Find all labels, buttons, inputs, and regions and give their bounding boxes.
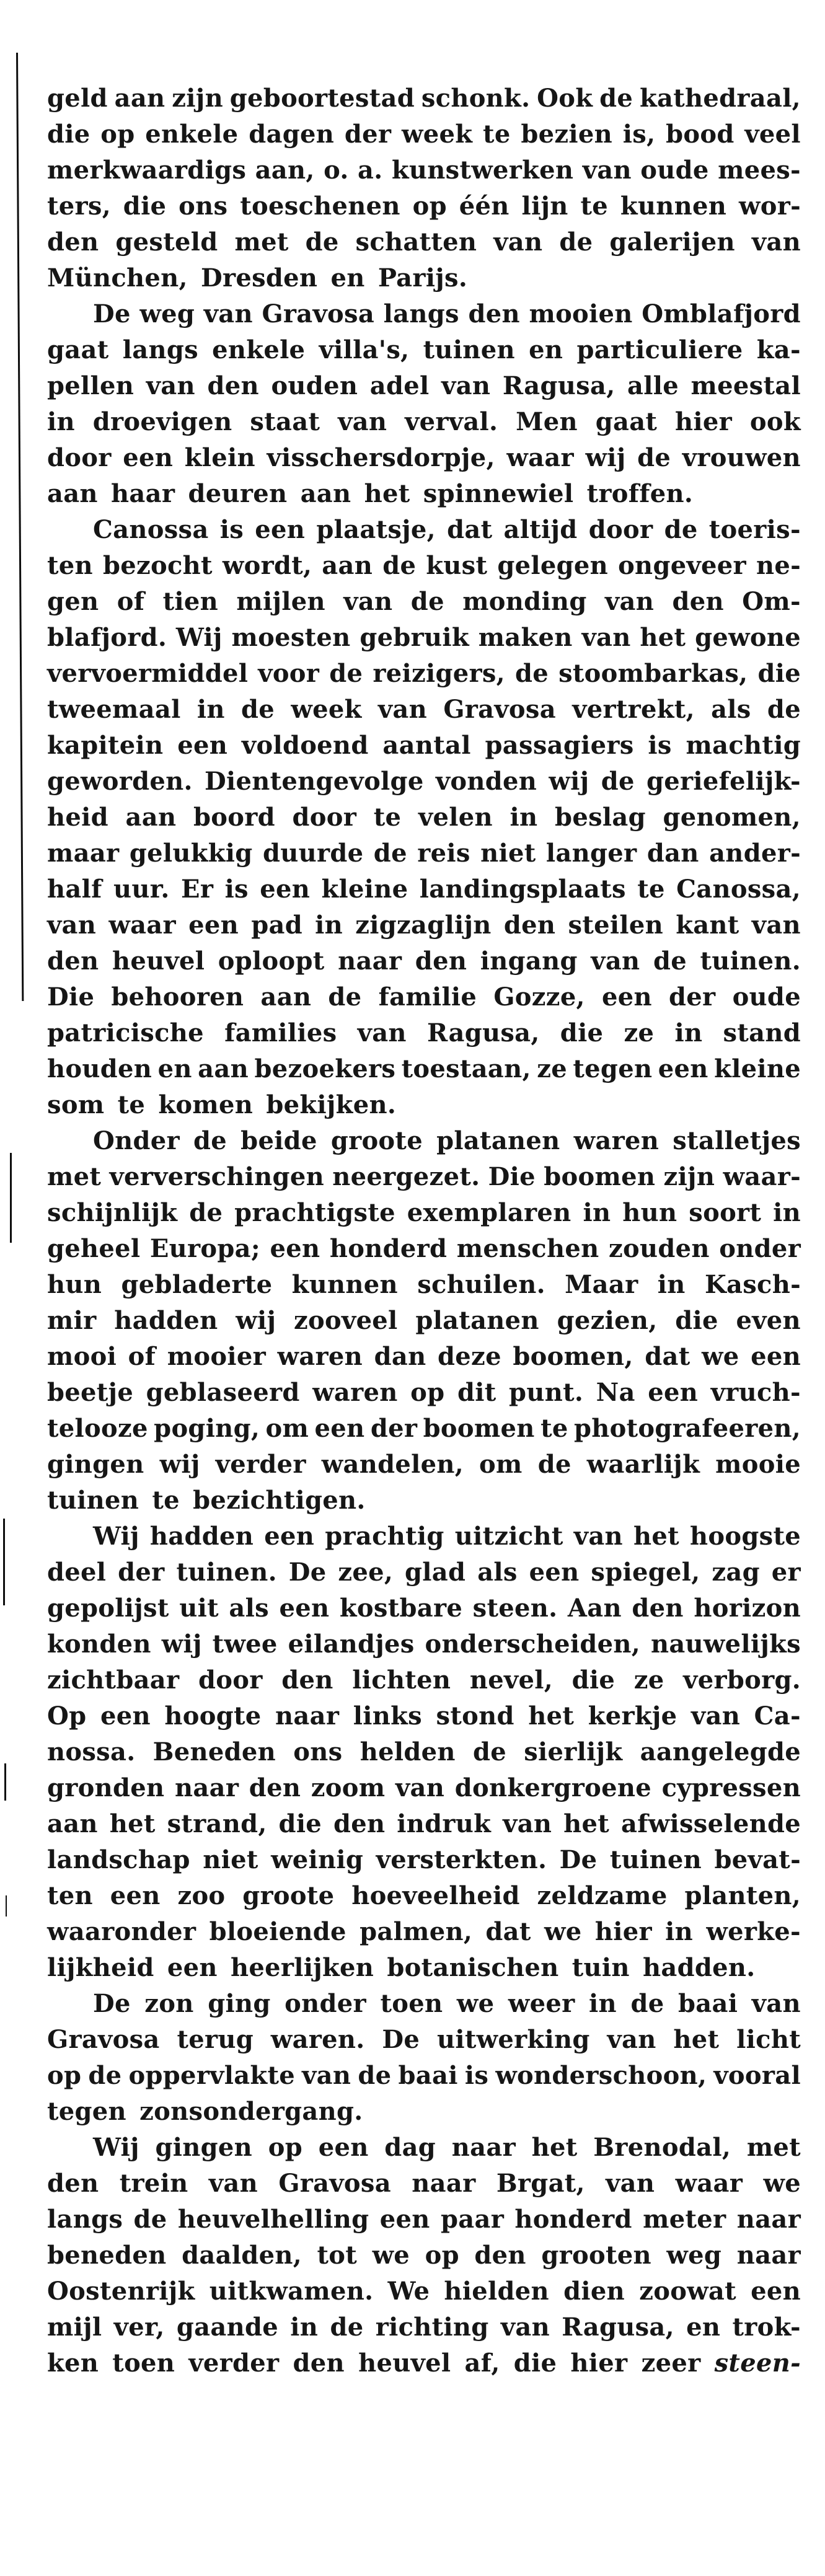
- text-line: Oostenrijk uitkwamen. We hielden dien zoowat een: [47, 2277, 801, 2306]
- text-line: langs de heuvelhelling een paar honderd meter naar: [47, 2205, 801, 2234]
- text-line: ken toen verder den heuvel af, die hier zeer steen-: [47, 2345, 801, 2381]
- text-line: beetje geblaseerd waren op dit punt. Na een vruch-: [47, 1378, 801, 1407]
- text-line: ters, die ons toeschenen op één lijn te kunnen wor-: [47, 192, 801, 221]
- page-text-column: [47, 81, 801, 2381]
- text-line: in droevigen staat van verval. Men gaat hier ook: [47, 407, 801, 436]
- text-line: deel der tuinen. De zee, glad als een spiegel, zag er: [47, 1558, 801, 1587]
- text-line: ten bezocht wordt, aan de kust gelegen ongeveer ne-: [47, 551, 801, 580]
- text-line: die op enkele dagen der week te bezien is, bood veel: [47, 120, 801, 149]
- text-line: München, Dresden en Parijs.: [47, 263, 468, 293]
- text-line: lijkheid een heerlijken botanischen tuin hadden.: [47, 1953, 756, 1982]
- text-line: vervoermiddel voor de reizigers, de stoombarkas, die: [47, 659, 801, 688]
- page-gutter-line: [3, 1519, 5, 1605]
- text-line: Gravosa terug waren. De uitwerking van het licht: [47, 2025, 801, 2054]
- text-line: van waar een pad in zigzaglijn den steilen kant van: [47, 911, 801, 940]
- text-line: De weg van Gravosa langs den mooien Omblafjord: [93, 299, 801, 329]
- text-line: Op een hoogte naar links stond het kerkje van Ca-: [47, 1701, 801, 1731]
- text-line: gaat langs enkele villa's, tuinen en particuliere ka-: [47, 335, 801, 364]
- page-gutter-line: [4, 1763, 6, 1801]
- text-line: waaronder bloeiende palmen, dat we hier in werke-: [47, 1917, 801, 1946]
- text-line: Onder de beide groote platanen waren stalletjes: [93, 1126, 801, 1155]
- text-line: mooi of mooier waren dan deze boomen, dat we een: [47, 1342, 801, 1371]
- text-line: mijl ver, gaande in de richting van Ragusa, en trok-: [47, 2313, 801, 2342]
- text-line: zichtbaar door den lichten nevel, die ze verborg.: [47, 1665, 801, 1695]
- text-line: gronden naar den zoom van donkergroene cypressen: [47, 1773, 801, 1802]
- page-gutter-line: [16, 53, 24, 1001]
- text-line: patricische families van Ragusa, die ze in stand: [47, 1018, 801, 1048]
- text-line: konden wij twee eilandjes onderscheiden, nauwelijks: [47, 1630, 801, 1659]
- text-line: blafjord. Wij moesten gebruik maken van het gewone: [47, 623, 801, 652]
- text-line: tweemaal in de week van Gravosa vertrekt, als de: [47, 695, 801, 724]
- text-line: heid aan boord door te velen in beslag genomen,: [47, 803, 801, 832]
- text-line: pellen van den ouden adel van Ragusa, alle meestal: [47, 371, 801, 400]
- text-line: tuinen te bezichtigen.: [47, 1486, 366, 1515]
- text-line: telooze poging, om een der boomen te photografeeren,: [47, 1414, 801, 1443]
- text-line: som te komen bekijken.: [47, 1090, 397, 1119]
- text-line: ten een zoo groote hoeveelheid zeldzame planten,: [47, 1881, 801, 1910]
- text-line: tegen zonsondergang.: [47, 2097, 363, 2126]
- text-line: half uur. Er is een kleine landingsplaats te Canossa,: [47, 875, 801, 904]
- text-line: mir hadden wij zooveel platanen gezien, die even: [47, 1306, 801, 1335]
- page-gutter-line: [6, 1895, 7, 1917]
- page-gutter-line: [10, 1153, 12, 1243]
- text-line: met ververschingen neergezet. Die boomen zijn waar-: [47, 1162, 801, 1191]
- text-line: aan het strand, die den indruk van het afwisselende: [47, 1809, 801, 1838]
- text-line: den trein van Gravosa naar Brgat, van waar we: [47, 2169, 801, 2198]
- text-line: geheel Europa; een honderd menschen zouden onder: [47, 1234, 801, 1263]
- text-line: Canossa is een plaatsje, dat altijd door de toeris-: [93, 515, 801, 544]
- text-line: nossa. Beneden ons helden de sierlijk aangelegde: [47, 1737, 801, 1767]
- text-line: De zon ging onder toen we weer in de baai van: [93, 1989, 801, 2018]
- text-line: den gesteld met de schatten van de galerijen van: [47, 227, 801, 257]
- text-line: kapitein een voldoend aantal passagiers is machtig: [47, 731, 801, 760]
- text-line: Wij hadden een prachtig uitzicht van het hoogste: [93, 1522, 801, 1551]
- text-line: hun gebladerte kunnen schuilen. Maar in Kasch-: [47, 1270, 801, 1299]
- hyphenated-word-continued: steen-: [714, 2349, 801, 2378]
- text-line: merkwaardigs aan, o. a. kunstwerken van oude mees-: [47, 156, 801, 185]
- text-line: Wij gingen op een dag naar het Brenodal, met: [93, 2133, 801, 2162]
- text-line: gen of tien mijlen van de monding van den Om-: [47, 587, 801, 616]
- text-line: maar gelukkig duurde de reis niet langer dan ander-: [47, 839, 801, 868]
- text-line: aan haar deuren aan het spinnewiel troffen.: [47, 479, 694, 508]
- text-line: geld aan zijn geboortestad schonk. Ook de kathedraal,: [47, 84, 801, 113]
- text-line: geworden. Dientengevolge vonden wij de geriefelijk-: [47, 767, 801, 796]
- text-line: landschap niet weinig versterkten. De tuinen bevat-: [47, 1845, 801, 1874]
- text-line: beneden daalden, tot we op den grooten weg naar: [47, 2241, 801, 2270]
- text-line: door een klein visschersdorpje, waar wij de vrouwen: [47, 443, 801, 472]
- text-line: gingen wij verder wandelen, om de waarlijk mooie: [47, 1450, 801, 1479]
- text-line: schijnlijk de prachtigste exemplaren in hun soort in: [47, 1198, 801, 1227]
- text-line: gepolijst uit als een kostbare steen. Aan den horizon: [47, 1594, 801, 1623]
- text-line: op de oppervlakte van de baai is wonderschoon, vooral: [47, 2061, 801, 2090]
- text-line: Die behooren aan de familie Gozze, een der oude: [47, 982, 801, 1012]
- text-line: den heuvel oploopt naar den ingang van de tuinen.: [47, 946, 801, 976]
- text-line: houden en aan bezoekers toestaan, ze tegen een kleine: [47, 1054, 801, 1083]
